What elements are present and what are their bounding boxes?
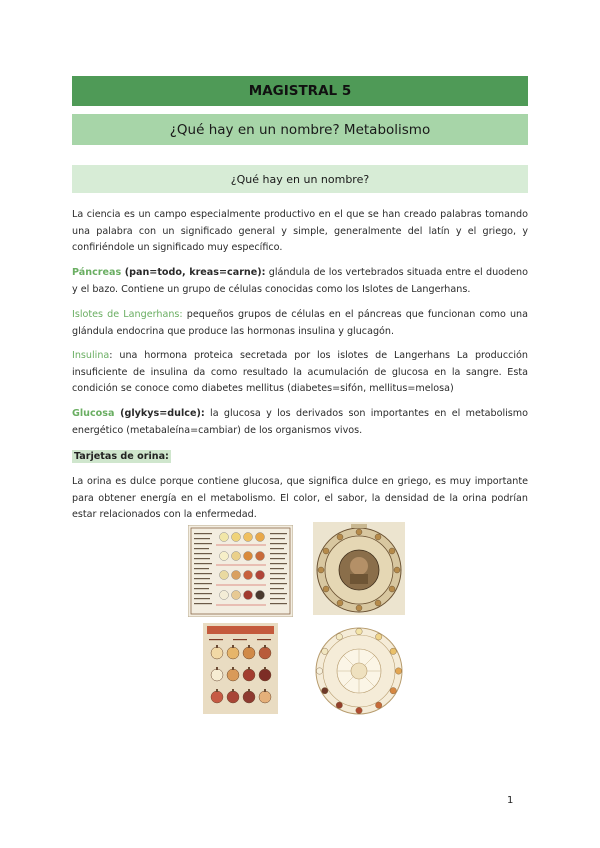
title-text: MAGISTRAL 5: [248, 83, 352, 99]
document-subtitle: [72, 114, 528, 145]
subtitle-text: ¿Qué hay en un nombre? Metabolismo: [169, 121, 431, 138]
term-glucosa: [72, 406, 528, 439]
term-label: Páncreas: [72, 267, 122, 278]
medieval-flasks-image: [203, 623, 278, 714]
term-definition: : una hormona proteica secretada por los islotes de Langerhans La producción insuficiente de insulina da como resultado la acumulación de glucosa en la sangre. Esta condición se conoce como diabetes mellitus (diabetes=sifón, mellitus=melosa): [72, 350, 528, 394]
tarjetas-paragraph: La orina es dulce porque contiene glucosa, que significa dulce en griego, es muy importante para obtener energía en el metabolismo. El color, el sabor, la densidad de la orina podrían estar relacionados con la enfermedad.: [72, 476, 528, 520]
tarjetas-heading: Tarjetas de orina:: [74, 451, 169, 462]
term-definition: pequeños grupos de células en el páncreas que funcionan como una glándula endocrina que produce las hormonas insulina y glucagón.: [72, 309, 528, 337]
section-heading: [72, 165, 528, 193]
term-label: Glucosa: [72, 408, 115, 419]
term-label: Insulina: [72, 350, 110, 361]
term-definition: la glucosa y los derivados son importantes en el metabolismo energético (metabaleína=cambiar) de los organismos vivos.: [72, 408, 528, 436]
term-etymology: (glykys=dulce):: [114, 408, 205, 419]
urine-wheel-image: [313, 522, 405, 615]
intro-paragraph: La ciencia es un campo especialmente productivo en el que se han creado palabras tomando una palabra con un significado general y simple, generalmente del latín y el griego, y confiriéndole un significado muy específico.: [72, 209, 528, 253]
term-etymology: (pan=todo, kreas=carne):: [121, 267, 266, 278]
term-label: Islotes de Langerhans:: [72, 309, 183, 320]
term-islotes: [72, 307, 528, 340]
section-text: ¿Qué hay en un nombre?: [230, 172, 370, 186]
page-number: 1: [507, 795, 514, 806]
urine-color-wheel-image: [313, 626, 405, 716]
urine-chart-image: [188, 525, 293, 617]
term-definition: glándula de los vertebrados situada entre el duodeno y el bazo. Contiene un grupo de células conocidas como los Islotes de Langerhans.: [72, 267, 528, 295]
document-title: [72, 76, 528, 106]
term-insulina: [72, 348, 528, 398]
term-pancreas: [72, 265, 528, 298]
